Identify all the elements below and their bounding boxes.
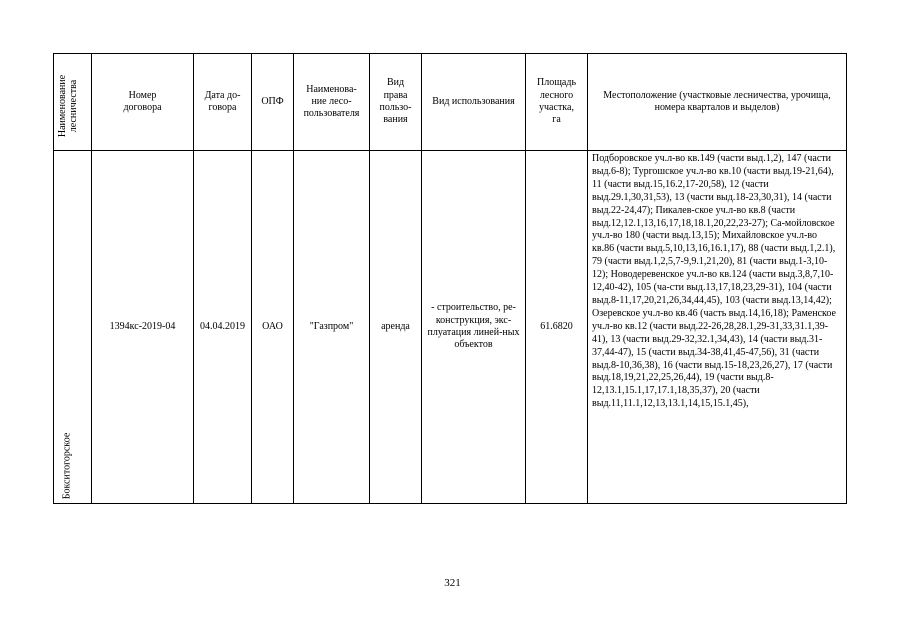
table-row — [54, 151, 847, 504]
header-user-name: Наименова-ние лесо-пользователя — [294, 54, 370, 151]
cell-location: Подборовское уч.л-во кв.149 (части выд.1,2), 147 (части выд.6-8); Тургошское уч.л-во кв.10 (части выд.19-21,64), 11 (части выд.15,16.2,17-20,58), 12 (части выд.29.1,30,31,53), 13 (части выд.18-23,30,31), 14 (части выд.22-24,47); Пикалев-ское уч.л-во кв.8 (части выд.12,12.1,13,16,17,18,18.1,20,22,23-27); Са-мойловское уч.л-во 180 (части выд.13,15); Михайловское уч.л-во кв.86 (части выд.5,10,13,16,16.1,17), 88 (части выд.1,2.1), 79 (части выд.1,2,5,7-9,9.1,21,20), 81 (части выд.1-3,10-12); Новодеревенское уч.л-во кв.124 (части выд.3,8,7,10-12,40-42), 105 (ча-сти выд.13,17,18,23,29-31), 104 (части выд.8-11,17,20,21,26,34,44,45), 103 (части выд.13,14,42); Озеревское уч.л-во кв.46 (часть выд.14,16,18); Раменское уч.л-во кв.12 (части выд.22-26,28,28.1,29-31,33,31.1,39-41), 13 (части выд.29-32,32.1,34,43), 14 (части выд.31-37,44-47), 15 (части выд.34-38,41,45-47,56), 31 (части выд.8-10,36,38), 16 (части выд.15-18,23,26,27), 17 (части выд.18,19,21,22,25,26,44), 19 (части выд.8-12,13.1,15.1,17,17.1,18,35,37), 20 (части выд.11,11.1,12,13,13.1,14,15,15.1,45), — [588, 151, 847, 504]
header-forestry-label: Наименование лесничества — [56, 74, 79, 138]
header-forestry — [54, 54, 92, 151]
table-header-row — [54, 54, 847, 151]
cell-usage-type: - строительство, ре-конструкция, экс-плуатация линей-ных объектов — [422, 151, 526, 504]
header-right-type: Вид права пользо-вания — [370, 54, 422, 151]
cell-area: 61.6820 — [526, 151, 588, 504]
header-contract-no: Номер договора — [92, 54, 194, 151]
cell-forestry-label: Бокситогорское — [61, 432, 73, 499]
page-number: 321 — [444, 577, 461, 589]
header-contract-date: Дата до-говора — [194, 54, 252, 151]
cell-contract-date-value: 04.04.2019 — [200, 320, 245, 332]
header-usage-type: Вид использования — [422, 54, 526, 151]
cell-user-name: "Газпром" — [294, 151, 370, 504]
header-location: Местоположение (участковые лесничества, урочища, номера кварталов и выделов) — [588, 54, 847, 151]
cell-contract-date — [194, 151, 252, 504]
header-area: Площадь лесного участка, га — [526, 54, 588, 151]
cell-right-type: аренда — [370, 151, 422, 504]
cell-contract-no: 1394кс-2019-04 — [92, 151, 194, 504]
cell-forestry — [54, 151, 92, 504]
land-lease-table — [53, 53, 847, 504]
header-opf: ОПФ — [252, 54, 294, 151]
cell-opf: ОАО — [252, 151, 294, 504]
